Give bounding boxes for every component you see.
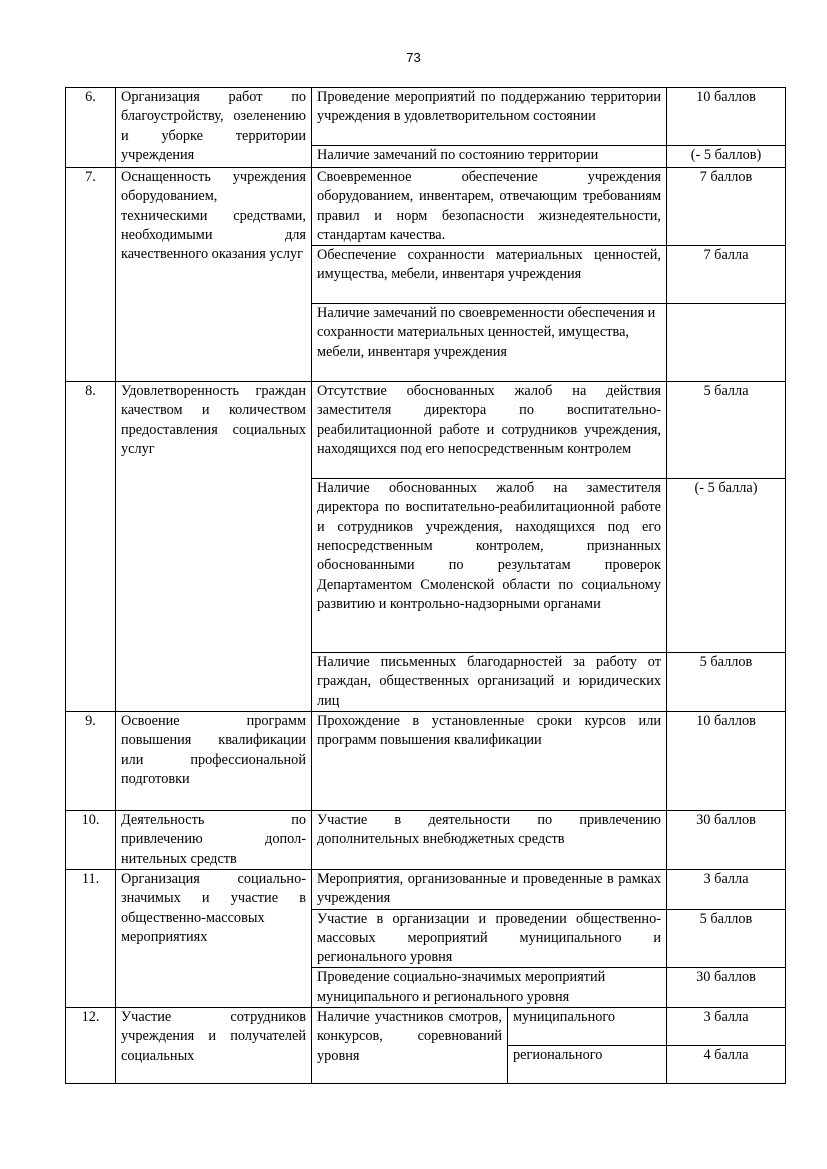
score-cell: 30 баллов xyxy=(667,811,786,870)
table-row xyxy=(66,168,786,246)
indicator-cell: Проведение мероприятий по поддержанию территории учреждения в удовлетворительном состоянии xyxy=(312,88,667,146)
indicator-cell: Участие в организации и проведении общественно-массовых мероприятий муниципального и регионального уровня xyxy=(312,909,667,968)
criterion-cell: Освоение программ повышения квалификации или профессиональной подготовки xyxy=(116,712,312,811)
score-cell: 30 баллов xyxy=(667,968,786,1008)
score-cell: 4 балла xyxy=(667,1046,786,1084)
table-row xyxy=(66,382,786,479)
level-cell: муниципального xyxy=(508,1008,667,1046)
criteria-table xyxy=(65,87,786,1084)
indicator-cell: Прохождение в установленные сроки курсов или программ повышения квалификации xyxy=(312,712,667,811)
page-number: 73 xyxy=(406,50,421,65)
score-cell: 10 баллов xyxy=(667,88,786,146)
criterion-cell: Удовлетворенность граждан качеством и количеством предоставления социальных услуг xyxy=(116,382,312,712)
score-cell: (- 5 балла) xyxy=(667,479,786,653)
row-number: 11. xyxy=(66,869,116,1007)
indicator-cell: Участие в деятельности по привлечению дополнительных внебюджетных средств xyxy=(312,811,667,870)
indicator-cell: Своевременное обеспечение учреждения оборудованием, инвентарем, отвечающим требованиям правил и норм безопасности жизнедеятельности, стандартам качества. xyxy=(312,168,667,246)
indicator-cell: Наличие замечаний по своевременности обеспечения и сохранности материальных ценностей, имущества, мебели, инвентаря учреждения xyxy=(312,304,667,382)
indicator-cell: Обеспечение сохранности материальных ценностей, имущества, мебели, инвентаря учреждения xyxy=(312,246,667,304)
table-row xyxy=(66,811,786,870)
table-row xyxy=(66,1008,786,1046)
score-cell: 5 баллов xyxy=(667,653,786,712)
row-number: 8. xyxy=(66,382,116,712)
indicator-cell: Наличие письменных благодарностей за работу от граждан, общественных организаций и юридических лиц xyxy=(312,653,667,712)
table-row xyxy=(66,712,786,811)
criterion-cell: Организация работ по благоустройству, озеленению и уборке территории учреждения xyxy=(116,88,312,168)
score-cell xyxy=(667,304,786,382)
score-cell: 7 балла xyxy=(667,246,786,304)
indicator-cell: Проведение социально-значимых мероприятий муниципального и регионального уровня xyxy=(312,968,667,1008)
row-number: 6. xyxy=(66,88,116,168)
score-cell: 5 балла xyxy=(667,382,786,479)
indicator-cell: Наличие обоснованных жалоб на заместителя директора по воспитательно-реабилитационной работе и сотрудников учреждения, находящихся под его непосредственным контролем, признанных обоснованными по результатам проверок Департаментом Смоленской области по социальному развитию и контрольно-надзорными органами xyxy=(312,479,667,653)
criterion-cell: Участие сотрудников учреждения и получателей социальных xyxy=(116,1008,312,1084)
criterion-cell: Деятельность по привлечению допол-нительных средств xyxy=(116,811,312,870)
score-cell: 3 балла xyxy=(667,869,786,909)
indicator-cell: Мероприятия, организованные и проведенные в рамках учреждения xyxy=(312,869,667,909)
criterion-cell: Организация социально-значимых и участие в общественно-массовых мероприятиях xyxy=(116,869,312,1007)
row-number: 9. xyxy=(66,712,116,811)
indicator-cell: Наличие замечаний по состоянию территории xyxy=(312,146,667,168)
indicator-cell: Отсутствие обоснованных жалоб на действия заместителя директора по воспитательно-реабилитационной работе и сотрудников учреждения, находящихся под его непосредственным контролем xyxy=(312,382,667,479)
row-number: 7. xyxy=(66,168,116,382)
row-number: 12. xyxy=(66,1008,116,1084)
criterion-cell: Оснащенность учреждения оборудованием, техническими средствами, необходимыми для качественного оказания услуг xyxy=(116,168,312,382)
table-row xyxy=(66,869,786,909)
level-cell: регионального xyxy=(508,1046,667,1084)
indicator-cell: Наличие участников смотров, конкурсов, соревнований уровня xyxy=(312,1008,508,1084)
score-cell: 3 балла xyxy=(667,1008,786,1046)
score-cell: 7 баллов xyxy=(667,168,786,246)
score-cell: 10 баллов xyxy=(667,712,786,811)
row-number: 10. xyxy=(66,811,116,870)
table-row xyxy=(66,88,786,146)
score-cell: (- 5 баллов) xyxy=(667,146,786,168)
score-cell: 5 баллов xyxy=(667,909,786,968)
